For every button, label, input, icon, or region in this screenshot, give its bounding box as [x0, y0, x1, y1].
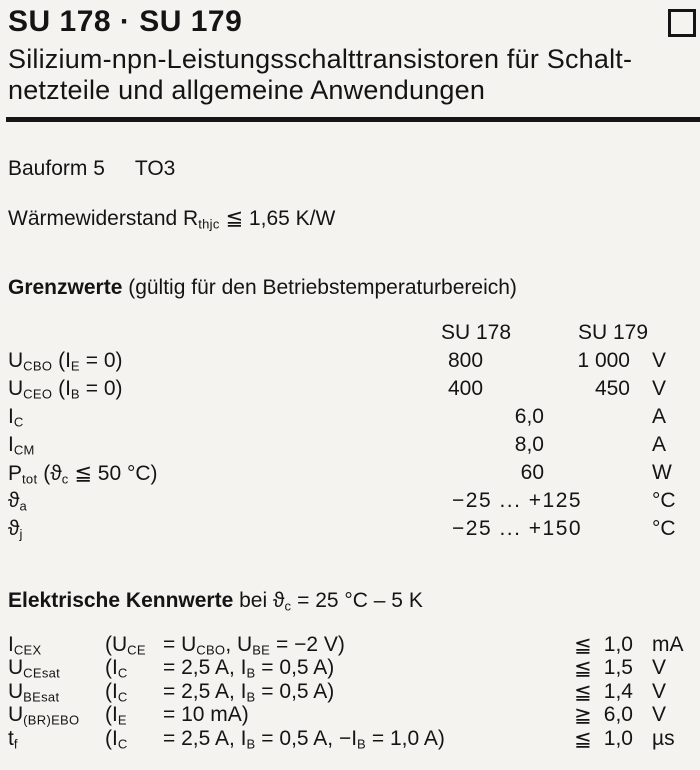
text-run: (ϑ	[37, 462, 62, 485]
comparison-sign: ≦	[574, 634, 592, 657]
param-label	[8, 349, 123, 374]
subscript-text: BE	[252, 642, 271, 658]
text-run: U	[8, 349, 24, 372]
param-symbol	[8, 727, 18, 752]
text-run: ≦ 1,65 K/W	[219, 207, 336, 230]
subscript-text: C	[117, 665, 128, 681]
unit-label: V	[652, 377, 667, 400]
subscript-text: CBO	[23, 358, 53, 374]
grenzwerte-row	[0, 489, 700, 517]
unit-label: V	[652, 679, 667, 703]
range-value: −25 ... +150	[452, 517, 583, 540]
text-run: I	[8, 433, 14, 456]
text-run: I	[8, 405, 14, 428]
subscript-text: CEX	[13, 642, 42, 658]
su179-value: 450	[594, 377, 630, 400]
unit-label: µs	[652, 726, 675, 750]
subscript-text: c	[284, 598, 292, 614]
unit-label: V	[652, 656, 667, 680]
package-label: Bauform 5	[8, 157, 105, 180]
unit-label: A	[652, 433, 667, 456]
comparison-sign: ≦	[574, 680, 592, 704]
text-run: = 0)	[79, 377, 123, 400]
subscript-text: CEsat	[23, 665, 61, 681]
kennwerte-table	[0, 633, 700, 750]
condition-open	[105, 633, 146, 658]
subscript-text: C	[13, 414, 24, 430]
subscript-text: C	[117, 736, 128, 752]
subtitle-line-2: netzteile und allgemeine Anwendungen	[8, 75, 486, 105]
su178-value: 800	[448, 349, 484, 372]
subscript-text: c	[61, 471, 69, 487]
param-label	[8, 377, 123, 402]
condition-detail	[163, 703, 249, 727]
kennwerte-heading-rest	[233, 589, 423, 612]
shared-value: 8,0	[514, 433, 544, 456]
header-divider-rule	[6, 117, 700, 122]
subscript-text: thjc	[198, 216, 220, 232]
corner-box-icon	[668, 9, 696, 37]
param-label	[8, 489, 27, 514]
param-symbol	[8, 703, 79, 728]
grenzwerte-row	[0, 349, 700, 377]
grenzwerte-column-header	[0, 321, 700, 345]
kennwerte-row	[0, 727, 700, 750]
shared-value: 60	[520, 461, 544, 484]
text-run: = 2,5 A, I	[163, 679, 247, 703]
limit-value: 1,0	[603, 726, 633, 750]
grenzwerte-heading	[8, 276, 517, 300]
text-run: P	[8, 462, 23, 485]
grenzwerte-row	[0, 405, 700, 433]
kennwerte-heading	[8, 589, 423, 614]
unit-label: V	[652, 703, 667, 727]
text-run: (I	[52, 349, 71, 372]
comparison-sign: ≦	[574, 657, 592, 681]
text-run: = 2,5 A, I	[163, 726, 247, 750]
subscript-text: CEO	[23, 386, 53, 402]
range-value: −25 ... +125	[452, 489, 583, 512]
grenzwerte-row	[0, 517, 700, 545]
subscript-text: BEsat	[23, 689, 60, 705]
text-run: (I	[52, 377, 71, 400]
subscript-text: B	[246, 736, 256, 752]
text-run: (I	[105, 656, 118, 680]
text-run: = 1,0 A)	[366, 726, 445, 750]
kennwerte-row	[0, 633, 700, 656]
kennwerte-heading-bold: Elektrische Kennwerte	[8, 589, 234, 612]
text-run: I	[8, 633, 14, 656]
subscript-text: E	[70, 358, 80, 374]
subscript-text: CM	[13, 442, 35, 458]
text-run: , U	[225, 633, 253, 656]
subtitle-line-1: Silizium-npn-Leistungsschalttransistoren für Schalt-	[8, 44, 633, 74]
param-symbol	[8, 633, 41, 658]
text-run: (I	[105, 679, 118, 703]
condition-detail	[163, 633, 345, 658]
subscript-text: a	[19, 498, 28, 514]
subscript-text: B	[70, 386, 80, 402]
subscript-text: j	[19, 526, 23, 542]
package-type: TO3	[134, 157, 176, 180]
text-run: ϑ	[8, 489, 20, 512]
text-run: bei ϑ	[233, 589, 285, 612]
text-run: t	[8, 726, 14, 750]
unit-label: W	[652, 461, 672, 484]
condition-detail	[163, 656, 334, 681]
subscript-text: B	[246, 665, 256, 681]
limit-value: 6,0	[603, 703, 633, 727]
kennwerte-row	[0, 680, 700, 703]
condition-open	[105, 727, 128, 752]
text-run: U	[8, 377, 24, 400]
text-run: = 0,5 A)	[255, 679, 335, 703]
grenzwerte-table	[0, 349, 700, 545]
text-run: (U	[105, 633, 128, 656]
grenzwerte-row	[0, 433, 700, 461]
shared-value: 6,0	[514, 405, 544, 428]
param-symbol	[8, 680, 59, 705]
subscript-text: (BR)EBO	[23, 712, 80, 728]
unit-label: mA	[652, 633, 684, 656]
param-label	[8, 433, 35, 458]
unit-label: V	[652, 349, 667, 372]
package-line	[8, 157, 175, 181]
text-run: ≦ 50 °C)	[68, 462, 158, 485]
limit-value: 1,0	[603, 633, 633, 656]
text-run: (I	[105, 703, 118, 727]
param-label	[8, 517, 23, 542]
page-title: SU 178 · SU 179	[8, 5, 243, 38]
text-run: = 2,5 A, I	[163, 656, 247, 680]
thermal-resistance-line	[8, 206, 335, 232]
subscript-text: tot	[22, 471, 38, 487]
unit-label: °C	[652, 489, 676, 512]
param-label	[8, 461, 158, 487]
comparison-sign: ≧	[574, 704, 592, 728]
limit-value: 1,4	[603, 679, 633, 703]
text-run: = 0,5 A, −I	[255, 726, 358, 750]
text-run: = 10 mA)	[163, 703, 249, 727]
subscript-text: f	[13, 736, 18, 752]
text-run: U	[8, 679, 24, 703]
condition-open	[105, 656, 128, 681]
column-header-su178: SU 178	[441, 321, 512, 344]
limit-value: 1,5	[603, 656, 633, 680]
condition-open	[105, 680, 128, 705]
subscript-text: E	[117, 712, 127, 728]
kennwerte-row	[0, 656, 700, 679]
condition-detail	[163, 680, 334, 705]
text-run: (I	[105, 726, 118, 750]
text-run: = 0)	[79, 349, 123, 372]
text-run: ϑ	[8, 517, 20, 540]
subscript-text: B	[246, 689, 256, 705]
su179-value: 1 000	[577, 349, 630, 372]
text-run: U	[8, 703, 24, 727]
text-run: Wärmewiderstand R	[8, 207, 199, 230]
subscript-text: CE	[127, 642, 146, 658]
param-label	[8, 405, 24, 430]
grenzwerte-row	[0, 377, 700, 405]
subscript-text: C	[117, 689, 128, 705]
subscript-text: CBO	[196, 642, 226, 658]
text-run: = 0,5 A)	[255, 656, 335, 680]
text-run: = U	[163, 633, 197, 656]
text-run: = −2 V)	[270, 633, 345, 656]
column-header-su179: SU 179	[578, 321, 649, 344]
subscript-text: B	[357, 736, 367, 752]
grenzwerte-row	[0, 461, 700, 489]
unit-label: A	[652, 405, 667, 428]
kennwerte-row	[0, 703, 700, 726]
page-subtitle	[8, 44, 698, 106]
unit-label: °C	[652, 517, 676, 540]
text-run: = 25 °C – 5 K	[291, 589, 423, 612]
param-symbol	[8, 656, 60, 681]
comparison-sign: ≦	[574, 727, 592, 751]
condition-open	[105, 703, 127, 728]
condition-detail	[163, 727, 445, 752]
grenzwerte-heading-rest: (gültig für den Betriebstemperaturbereich)	[122, 276, 517, 299]
grenzwerte-heading-bold: Grenzwerte	[8, 276, 123, 299]
text-run: U	[8, 656, 24, 680]
su178-value: 400	[448, 377, 484, 400]
